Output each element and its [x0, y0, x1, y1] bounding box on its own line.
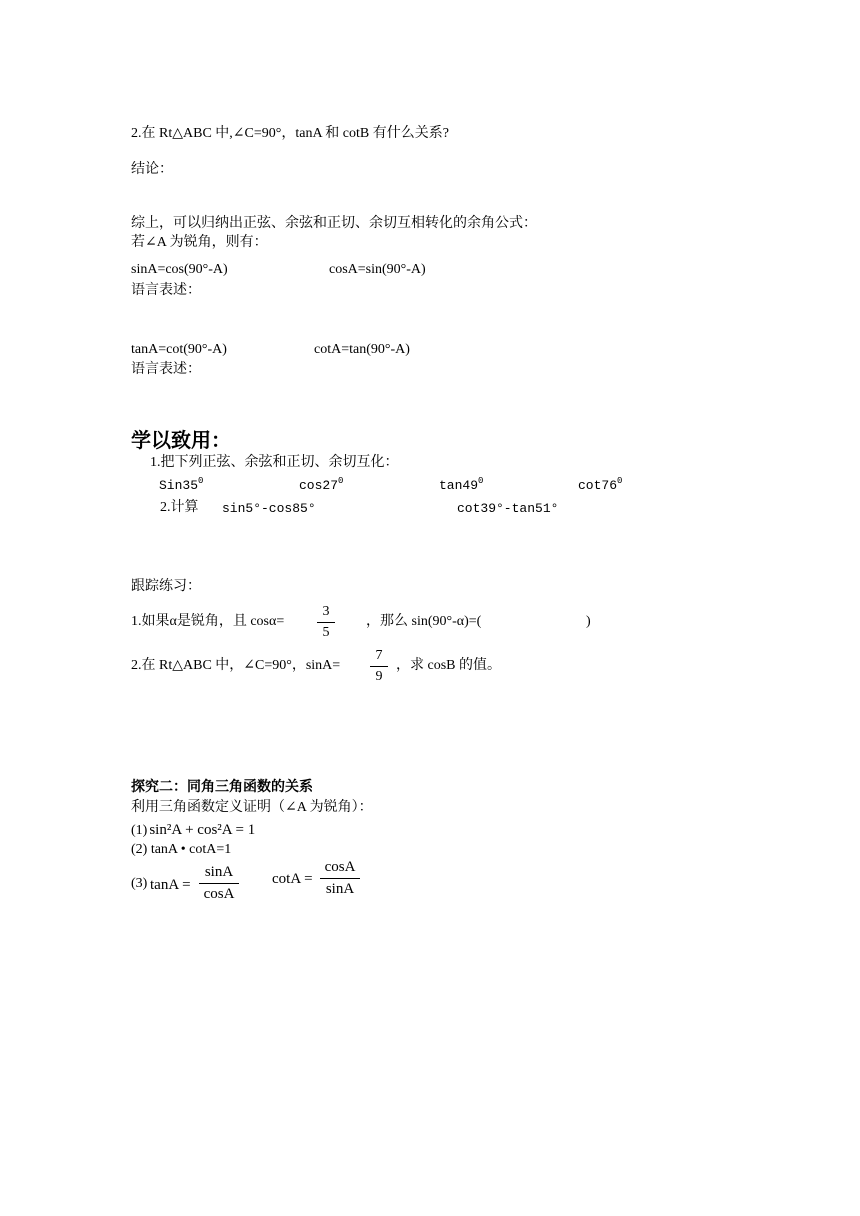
- practice-1-text-b: ，那么 sin(90°-α)=(: [366, 614, 482, 629]
- formula-cot: cotA=tan(90°-A): [314, 342, 410, 357]
- practice-1-close: ): [586, 614, 591, 629]
- apply-heading: 学以致用：: [131, 428, 231, 452]
- calc-2: cot39°-tan51°: [457, 501, 559, 516]
- formula-1: (1) sin²A + cos²A = 1: [131, 822, 256, 838]
- formula-sin: sinA=cos(90°-A): [131, 262, 228, 277]
- conclusion-label: 结论：: [131, 162, 173, 177]
- formula-2: (2) tanA • cotA=1: [131, 842, 232, 857]
- fraction-sin-over-cos: sinA cosA: [199, 864, 239, 903]
- apply-item-1: 1.把下列正弦、余弦和正切、余切互化：: [150, 455, 399, 470]
- practice-1-text: 1.如果α是锐角，且 cosα=: [131, 614, 285, 629]
- formula-3-label: (3): [131, 876, 148, 891]
- formula-3-left: tanA =: [150, 877, 191, 893]
- formula-tan: tanA=cot(90°-A): [131, 342, 227, 357]
- expr-sin35: $Sin35^0$: [159, 476, 204, 493]
- fraction-7-9: 7 9: [370, 648, 388, 685]
- expr-cot76: $\cot 76^0$: [578, 476, 623, 493]
- practice-2-text: 2.在 Rt△ABC 中，∠C=90°，sinA=: [131, 658, 341, 673]
- explore-heading: 探究二：同角三角函数的关系: [131, 779, 313, 795]
- explore-intro: 利用三角函数定义证明（∠A 为锐角）：: [131, 800, 373, 815]
- summary-line-1: 综上，可以归纳出正弦、余弦和正切、余切互相转化的余角公式：: [131, 216, 537, 231]
- formula-cos: cosA=sin(90°-A): [329, 262, 426, 277]
- fraction-3-5: 3 5: [317, 604, 335, 641]
- language-statement-2: 语言表述：: [131, 362, 201, 377]
- question-2: 2.在 Rt△ABC 中,∠C=90°，tanA 和 cotB 有什么关系?: [131, 126, 449, 141]
- expr-cos27: $\cos 27^0$: [299, 476, 344, 493]
- formula-4-left: cotA =: [272, 871, 313, 887]
- language-statement-1: 语言表述：: [131, 283, 201, 298]
- expr-tan49: $\tan 49^0$: [439, 476, 484, 493]
- practice-heading: 跟踪练习：: [131, 579, 201, 594]
- calc-1: sin5°-cos85°: [222, 501, 316, 516]
- apply-item-2-label: 2.计算: [160, 500, 199, 515]
- practice-2-text-b: ，求 cosB 的值。: [396, 658, 501, 673]
- fraction-cos-over-sin: cosA sinA: [320, 859, 360, 898]
- summary-line-2: 若∠A 为锐角，则有：: [131, 235, 268, 250]
